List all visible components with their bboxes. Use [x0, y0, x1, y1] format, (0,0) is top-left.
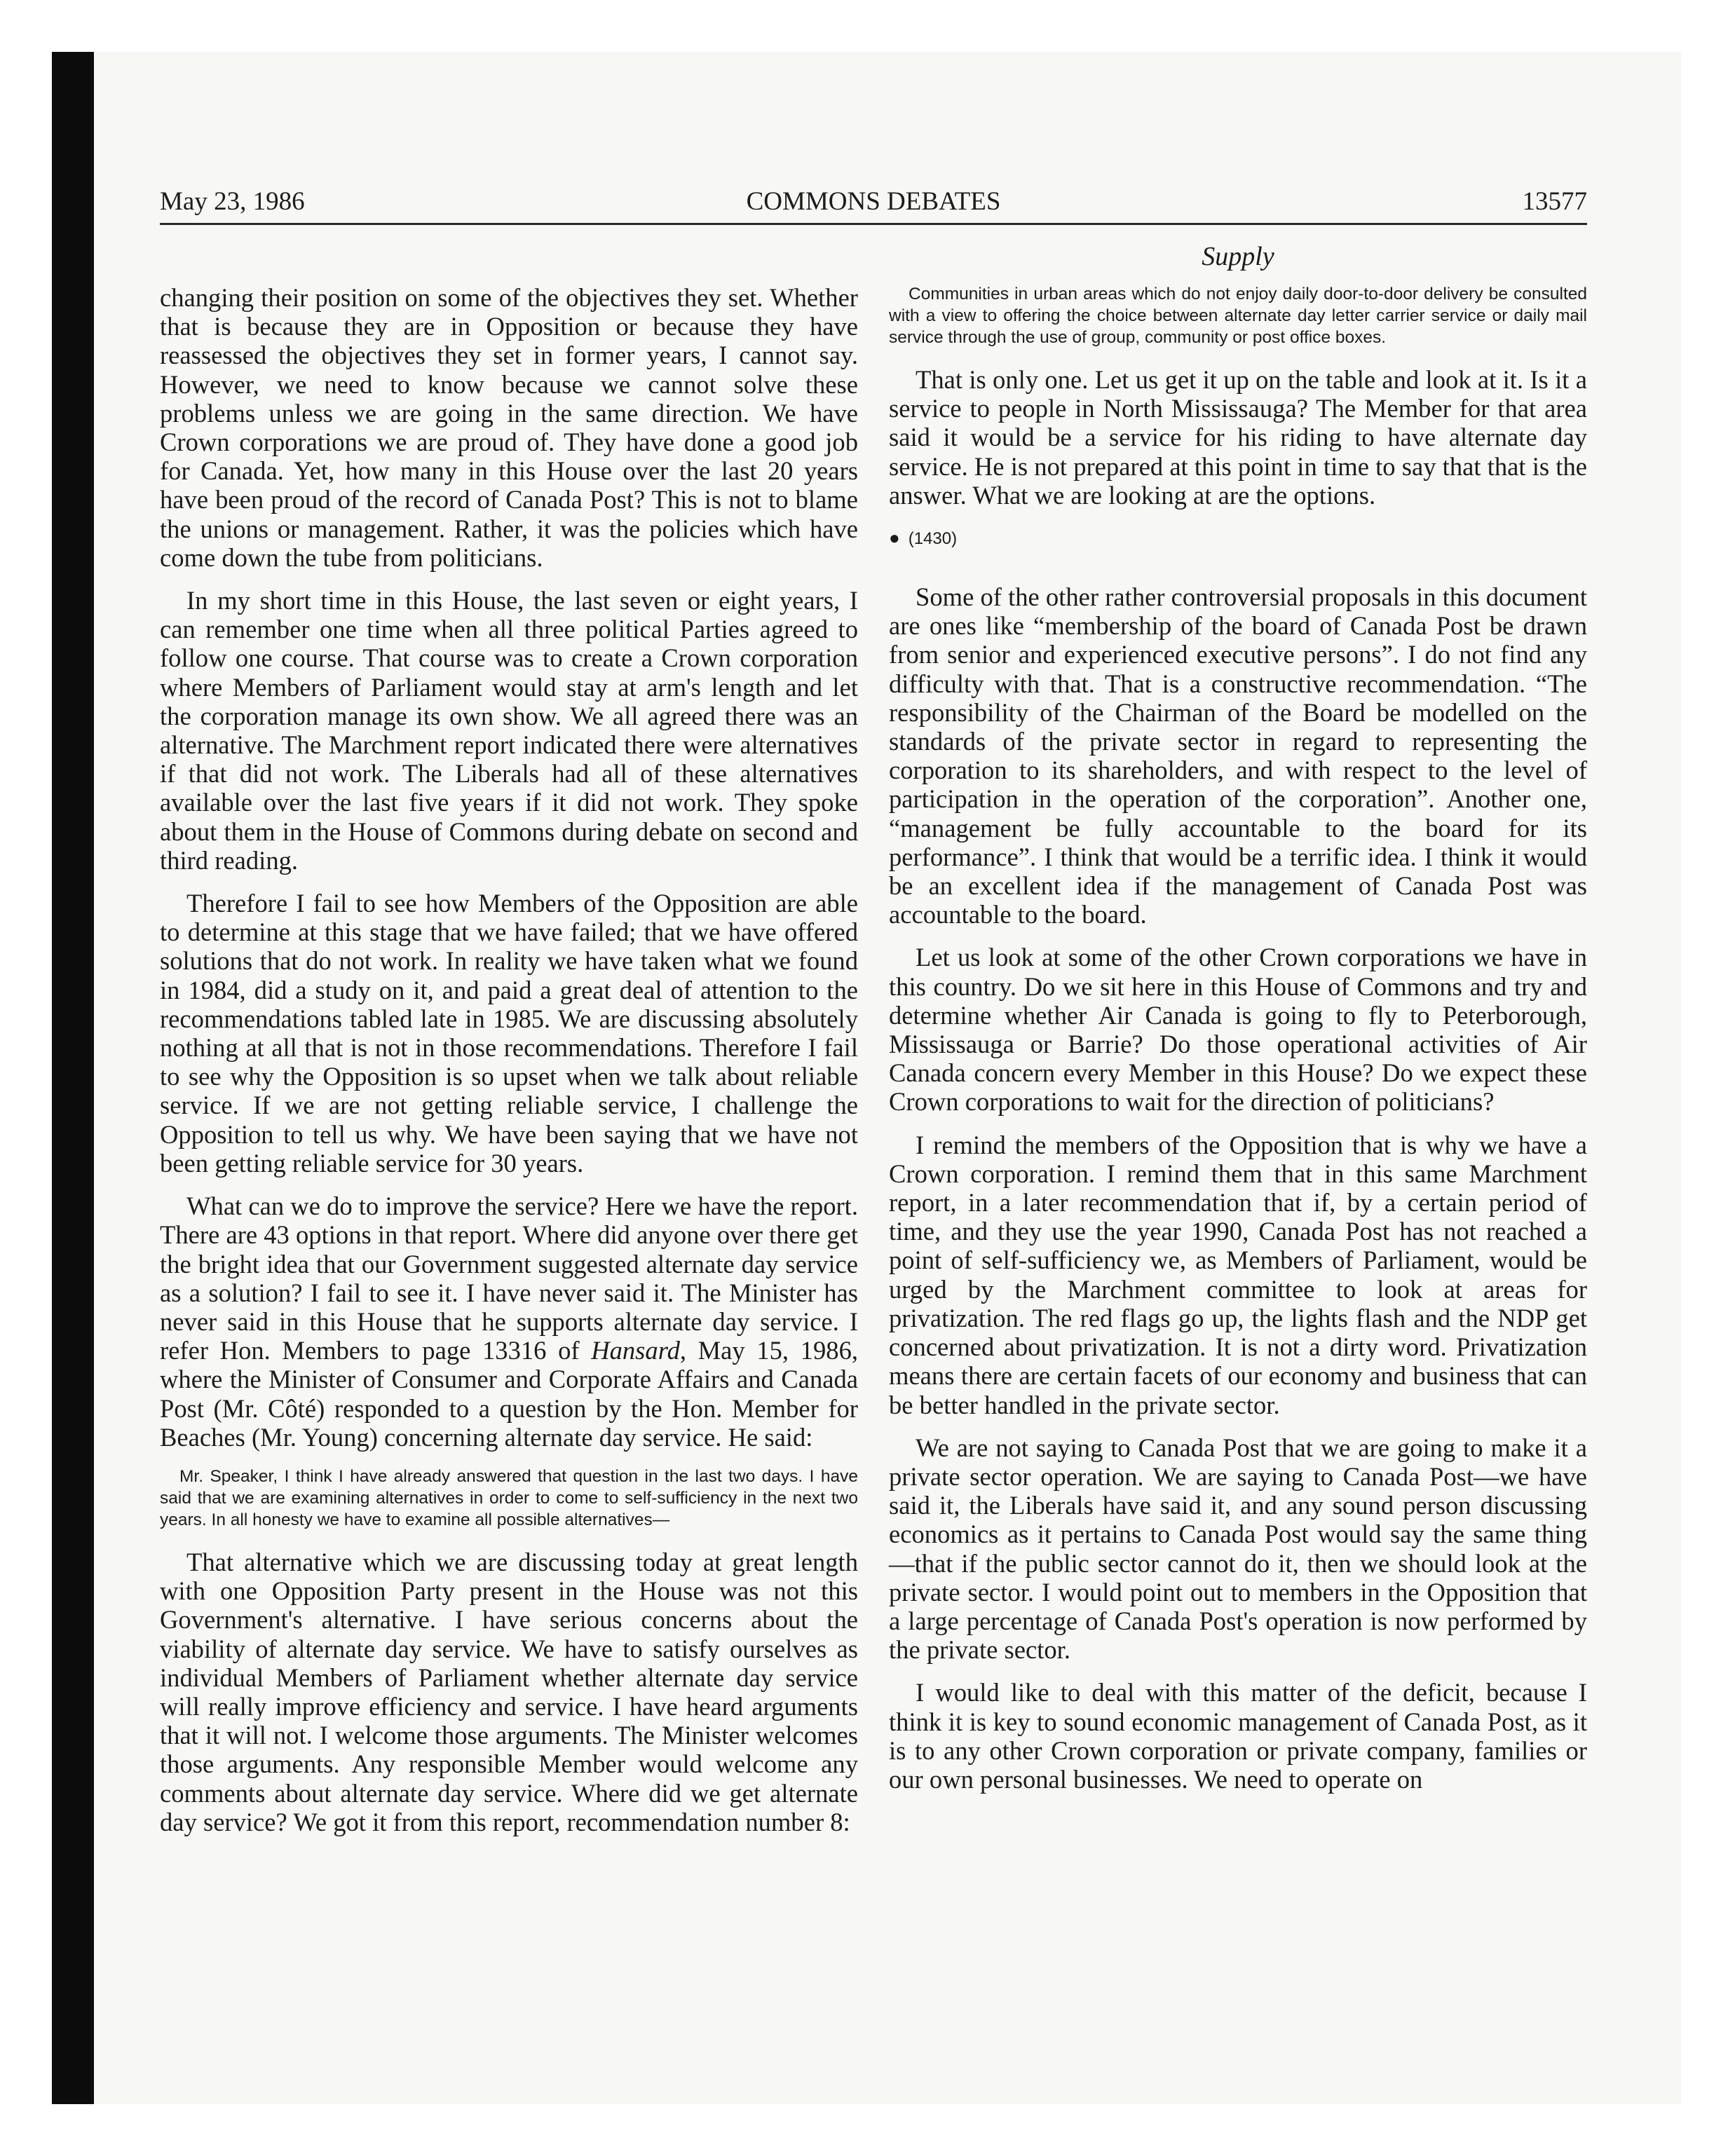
paragraph	[160, 1192, 858, 1452]
left-column	[160, 283, 858, 1850]
paragraph: We are not saying to Canada Post that we are going to make it a private sector operation. We are saying to Canada Post—we have said it, the Liberals have said it, and any sound person discussing economics as it pertains to Canada Post would say the same thing—that if the public sector cannot do it, then we should look at the private sector. I would point out to members in the Opposition that a large percentage of Canada Post's operation is now performed by the private sector.	[889, 1433, 1587, 1665]
paragraph: Let us look at some of the other Crown corporations we have in this country. Do we sit here in this House of Commons and try and determine whether Air Canada is going to fly to Peterborough, Mississauga or Barrie? Do those operational activities of Air Canada concern every Member in this House? Do we expect these Crown corporations to wait for the direction of politicians?	[889, 943, 1587, 1117]
block-quote: Communities in urban areas which do not enjoy daily door-to-door delivery be consulted with a view to offering the choice between alternate day letter carrier service or daily mail service through the use of group, community or post office boxes.	[889, 285, 1587, 347]
block-quote: Mr. Speaker, I think I have already answered that question in the last two days. I have said that we are examining alternatives in order to come to self-sufficiency in the next two years. In all honesty we have to examine all possible alternatives—	[160, 1466, 858, 1529]
section-title: Supply	[1202, 242, 1274, 271]
binding-edge	[52, 52, 94, 2104]
paragraph: That alternative which we are discussing today at great length with one Opposition Party present in the House was not this Government's alternative. I have serious concerns about the viability of alternate day service. We have to satisfy ourselves as individual Members of Parliament whether alternate day service will really improve efficiency and service. I have heard arguments that it will not. I welcome those arguments. The Minister welcomes those arguments. Any responsible Member would welcome any comments about alternate day service. Where did we get alternate day service? We got it from this report, recommendation number 8:	[160, 1547, 858, 1836]
paragraph: That is only one. Let us get it up on the table and look at it. Is it a service to people in North Mississauga? The Member for that area said it would be a service for his riding to have alternate day service. He is not prepared at this point in time to say that that is the answer. What we are looking at are the options.	[889, 365, 1587, 510]
running-header	[160, 186, 1587, 225]
paragraph: I would like to deal with this matter of the deficit, because I think it is key to sound economic management of Canada Post, as it is to any other Crown corporation or private company, families or our own personal businesses. We need to operate on	[889, 1678, 1587, 1794]
header-publication: COMMONS DEBATES	[746, 187, 1001, 216]
paragraph: In my short time in this House, the last seven or eight years, I can remember one time when all three political Parties agreed to follow one course. That course was to create a Crown corporation where Members of Parliament would stay at arm's length and let the corporation manage its own show. We all agreed there was an alternative. The Marchment report indicated there were alternatives if that did not work. The Liberals had all of these alternatives available over the last five years if it did not work. They spoke about them in the House of Commons during debate on second and third reading.	[160, 586, 858, 875]
paragraph: I remind the members of the Opposition that is why we have a Crown corporation. I remind them that in this same Marchment report, in a later recommendation that if, by a certain period of time, and they use the year 1990, Canada Post has not reached a point of self-sufficiency we, as Members of Parliament, would be urged by the Marchment committee to look at areas for privatization. The red flags go up, the lights flash and the NDP get concerned about privatization. It is not a dirty word. Privatization means there are certain facets of our economy and business that can be better handled in the private sector.	[889, 1130, 1587, 1419]
paragraph: Therefore I fail to see how Members of the Opposition are able to determine at this stage that we have failed; that we have offered solutions that do not work. In reality we have taken what we found in 1984, did a study on it, and paid a great deal of attention to the recommendations tabled late in 1985. We are discussing absolutely nothing at all that is not in those recommendations. Therefore I fail to see why the Opposition is so upset when we talk about reliable service. If we are not getting reliable service, I challenge the Opposition to tell us why. We have been saying that we have not been getting reliable service for 30 years.	[160, 889, 858, 1178]
hansard-title: Hansard	[591, 1336, 680, 1365]
paragraph-text: What can we do to improve the service? Here we have the report. There are 43 options in that report. Where did anyone over there get the bright idea that our Government suggested alternate day service as a solution? I fail to see it. I have never said it. The Minister has never said in this House that he supports alternate day service. I refer Hon. Members to page 13316 of	[160, 1192, 858, 1365]
header-date: May 23, 1986	[160, 187, 305, 216]
header-page-number: 13577	[1522, 187, 1587, 216]
paragraph: changing their position on some of the objectives they set. Whether that is because they are in Opposition or because they have reassessed the objectives they set in former years, I cannot say. However, we need to know because we cannot solve these problems unless we are going in the same direction. We have Crown corporations we are proud of. They have done a good job for Canada. Yet, how many in this House over the last 20 years have been proud of the record of Canada Post? This is not to blame the unions or management. Rather, it was the policies which have come down the tube from politicians.	[160, 283, 858, 572]
time-marker	[889, 524, 1587, 553]
time-marker-label: (1430)	[908, 529, 958, 549]
paragraph: Some of the other rather controversial proposals in this document are ones like “membership of the board of Canada Post be drawn from senior and experienced executive persons”. I do not find any difficulty with that. That is a constructive recommendation. “The responsibility of the Chairman of the Board be modelled on the standards of the private sector in regard to representing the corporation to its shareholders, and with respect to the level of participation in the operation of the corporation”. Another one, “management be fully accountable to the board for its performance”. I think that would be a terrific idea. I think it would be an excellent idea if the management of Canada Post was accountable to the board.	[889, 582, 1587, 929]
right-column	[889, 283, 1587, 1808]
paragraph-text: , May 15, 1986, where the Minister of Consumer and Corporate Affairs and Canada Post (Mr. Côté) responded to a question by the Hon. Member for Beaches (Mr. Young) concerning alternate day service. He said:	[160, 1336, 859, 1452]
bullet-icon: ●	[889, 527, 900, 549]
